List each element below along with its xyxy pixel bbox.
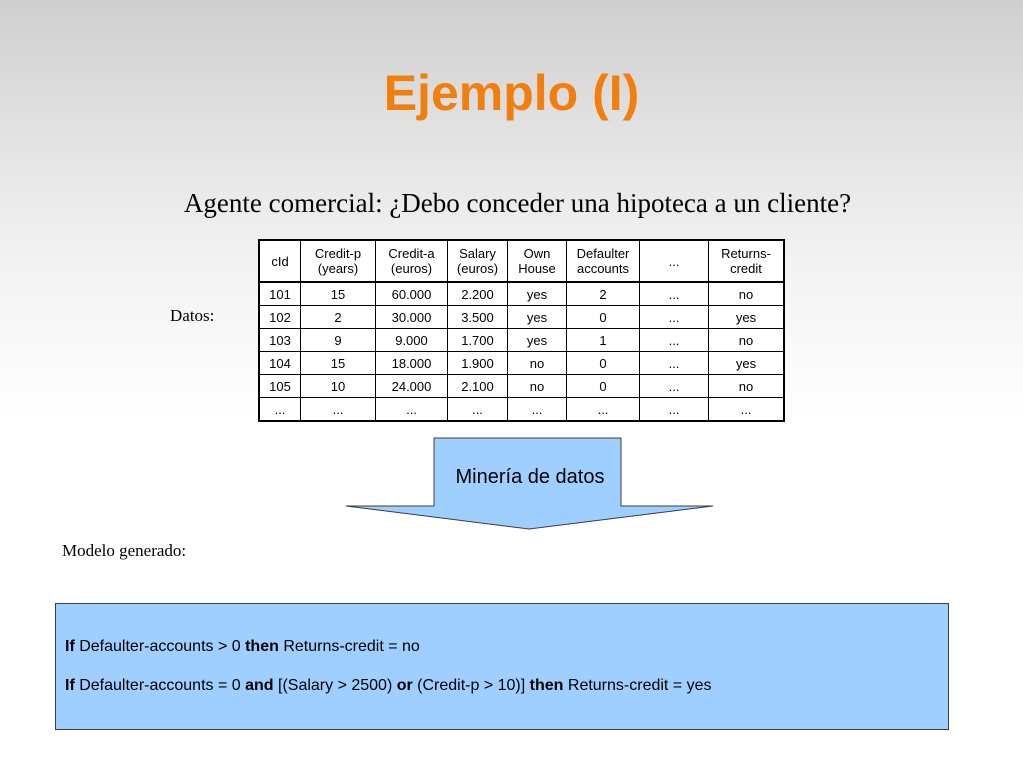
rule-keyword: If [65, 677, 75, 694]
table-cell: no [508, 375, 567, 398]
column-header [567, 240, 640, 282]
column-header-text: Credit-a [388, 246, 435, 261]
slide-title: Ejemplo (I) [383, 65, 640, 121]
table-cell: 3.500 [448, 306, 508, 329]
table-cell: ... [640, 352, 709, 375]
table-cell: yes [508, 282, 567, 306]
column-header [376, 240, 448, 282]
column-header [301, 240, 376, 282]
table-cell: 2 [301, 306, 376, 329]
column-header [259, 240, 301, 282]
table-cell: no [709, 329, 785, 352]
rule-keyword: or [396, 677, 413, 694]
rule-text: Returns-credit = no [278, 638, 420, 655]
table-cell: ... [640, 306, 709, 329]
table-cell: 1.900 [448, 352, 508, 375]
table-cell: 0 [567, 352, 640, 375]
table-cell: yes [508, 306, 567, 329]
column-header-text: House [518, 261, 556, 276]
column-header [640, 240, 709, 282]
table-row [259, 398, 784, 422]
rule-line-1 [65, 638, 420, 656]
table-row [259, 375, 784, 398]
table-cell: 103 [259, 329, 301, 352]
table-cell: ... [259, 398, 301, 422]
rule-text: Defaulter-accounts > 0 [74, 638, 246, 655]
column-header [508, 240, 567, 282]
column-header-text: Credit-p [314, 246, 362, 261]
table-cell: ... [448, 398, 508, 422]
rule-text: Returns-credit = yes [563, 677, 712, 694]
table-cell: 2.100 [448, 375, 508, 398]
column-header-text: cId [271, 253, 289, 269]
generated-model-box [55, 603, 949, 730]
table-cell: yes [508, 329, 567, 352]
column-header [448, 240, 508, 282]
table-cell: no [709, 282, 785, 306]
table-cell: ... [508, 398, 567, 422]
datos-label: Datos: [170, 306, 215, 325]
column-header-text: Returns- [721, 246, 771, 261]
table-cell: 0 [567, 306, 640, 329]
rule-text: [(Salary > 2500) [273, 677, 397, 694]
table-cell: yes [709, 352, 785, 375]
column-header-text: (euros) [390, 261, 433, 276]
rule-keyword: then [245, 638, 279, 655]
rule-text: (Credit-p > 10)] [412, 677, 530, 694]
table-cell: 2.200 [448, 282, 508, 306]
column-header-text: (euros) [456, 261, 499, 276]
rule-keyword: and [245, 677, 274, 694]
table-cell: 15 [301, 352, 376, 375]
table-cell: no [508, 352, 567, 375]
table-cell: 24.000 [376, 375, 448, 398]
table-cell: 60.000 [376, 282, 448, 306]
table-cell: 104 [259, 352, 301, 375]
table-cell: ... [709, 398, 785, 422]
column-header-text: accounts [576, 261, 630, 276]
table-cell: yes [709, 306, 785, 329]
table-header-row [259, 240, 784, 282]
table-cell: 1 [567, 329, 640, 352]
table-body [259, 282, 784, 421]
table-cell: ... [567, 398, 640, 422]
table-cell: 10 [301, 375, 376, 398]
table-cell: 15 [301, 282, 376, 306]
column-header [709, 240, 785, 282]
table-row [259, 306, 784, 329]
table-cell: ... [640, 282, 709, 306]
data-table [258, 239, 785, 422]
rule-keyword: If [65, 638, 75, 655]
column-header-text: ... [668, 253, 680, 269]
rule-line-2 [65, 677, 712, 695]
modelo-label: Modelo generado: [62, 541, 187, 560]
column-header-text: Own [523, 246, 551, 261]
table-cell: 105 [259, 375, 301, 398]
table-cell: 2 [567, 282, 640, 306]
data-mining-label: Minería de datos [455, 466, 605, 488]
slide-subtitle: Agente comercial: ¿Debo conceder una hipoteca a un cliente? [183, 188, 852, 218]
table-cell: 9.000 [376, 329, 448, 352]
table-row [259, 282, 784, 306]
table-cell: 9 [301, 329, 376, 352]
table-cell: ... [640, 375, 709, 398]
column-header-text: Defaulter [576, 246, 630, 261]
table-cell: 30.000 [376, 306, 448, 329]
table-cell: 102 [259, 306, 301, 329]
table-row [259, 329, 784, 352]
rule-keyword: then [529, 677, 564, 694]
table-cell: ... [640, 398, 709, 422]
table-row [259, 352, 784, 375]
rule-text: Defaulter-accounts = 0 [74, 677, 246, 694]
table-cell: ... [640, 329, 709, 352]
table-cell: ... [376, 398, 448, 422]
table-cell: 18.000 [376, 352, 448, 375]
data-table-container [258, 239, 785, 422]
table-cell: ... [301, 398, 376, 422]
table-cell: 1.700 [448, 329, 508, 352]
table-cell: 0 [567, 375, 640, 398]
column-header-text: (years) [317, 261, 359, 276]
table-cell: 101 [259, 282, 301, 306]
column-header-text: Salary [459, 246, 496, 261]
column-header-text: credit [730, 261, 762, 276]
table-cell: no [709, 375, 785, 398]
